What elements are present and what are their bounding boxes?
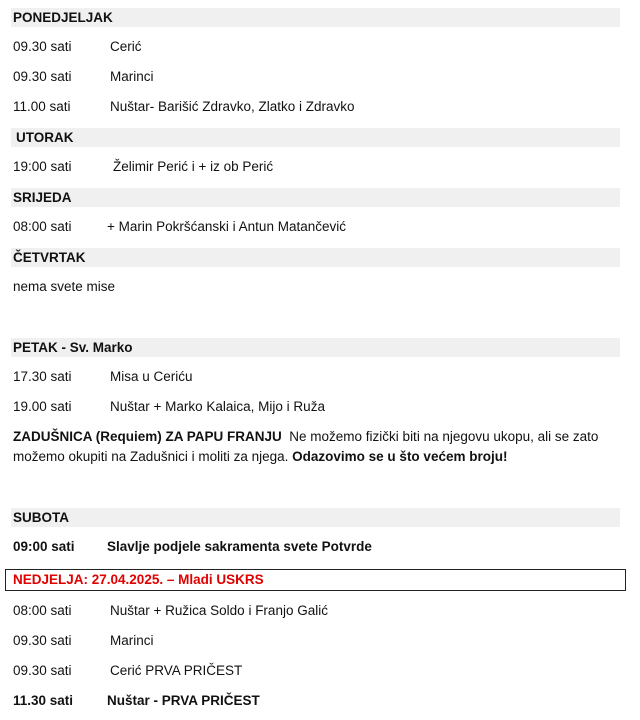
monday-entry-3	[13, 98, 355, 116]
wednesday-entry-1	[13, 218, 346, 236]
entry-time: 19.00 sati	[13, 399, 72, 414]
friday-entry-2	[13, 398, 325, 416]
tuesday-entry-1	[13, 158, 274, 176]
entry-time: 11.30 sati	[13, 693, 74, 708]
monday-heading: PONEDJELJAK	[11, 8, 620, 27]
entry-time: 19:00 sati	[13, 159, 72, 174]
entry-time: 09.30 sati	[13, 633, 72, 648]
requiem-heading: ZADUŠNICA (Requiem) ZA PAPU FRANJU	[13, 429, 282, 444]
sunday-heading: NEDJELJA: 27.04.2025. – Mladi USKRS	[5, 569, 626, 591]
entry-time: 11.00 sati	[13, 99, 71, 114]
friday-entry-1	[13, 368, 193, 386]
requiem-text: Ne možemo fizički biti na njegovu ukopu, ali se zato možemo okupiti na Zadušnici i moliti za njega.	[13, 429, 599, 464]
sunday-entry-4	[13, 692, 260, 710]
wednesday-heading: SRIJEDA	[11, 188, 620, 207]
entry-text: Marinci	[110, 633, 154, 648]
entry-text: Cerić	[110, 39, 142, 54]
entry-text: Nuštar + Marko Kalaica, Mijo i Ruža	[110, 399, 325, 414]
entry-time: 08:00 sati	[13, 603, 72, 618]
entry-text: Slavlje podjele sakramenta svete Potvrde	[107, 539, 372, 554]
entry-time: 09.30 sati	[13, 663, 72, 678]
entry-text: Marinci	[110, 69, 154, 84]
entry-time: 09.30 sati	[13, 39, 72, 54]
entry-time: 09:00 sati	[13, 539, 75, 554]
saturday-entry-1	[13, 538, 372, 556]
tuesday-heading: UTORAK	[11, 128, 620, 147]
monday-entry-1	[13, 38, 142, 56]
entry-text: Nuštar + Ružica Soldo i Franjo Galić	[110, 603, 328, 618]
sunday-entry-2	[13, 632, 154, 650]
entry-text: Nuštar - PRVA PRIČEST	[107, 693, 260, 708]
entry-time: 17.30 sati	[13, 369, 72, 384]
requiem-call: Odazovimo se u što većem broju!	[292, 449, 508, 464]
thursday-heading: ČETVRTAK	[11, 248, 620, 267]
entry-text: + Marin Pokršćanski i Antun Matančević	[107, 219, 346, 234]
saturday-heading: SUBOTA	[11, 508, 620, 527]
sunday-entry-1	[13, 602, 328, 620]
entry-text: Nuštar- Barišić Zdravko, Zlatko i Zdravko	[110, 99, 355, 114]
sunday-entry-3	[13, 662, 243, 680]
entry-time: 08:00 sati	[13, 219, 72, 234]
friday-heading: PETAK - Sv. Marko	[11, 338, 620, 357]
thursday-note: nema svete mise	[13, 279, 116, 294]
entry-time: 09.30 sati	[13, 69, 72, 84]
entry-text: Misa u Ceriću	[110, 369, 193, 384]
entry-text: Želimir Perić i + iz ob Perić	[113, 159, 274, 174]
monday-entry-2	[13, 68, 154, 86]
requiem-paragraph	[13, 427, 625, 467]
entry-text: Cerić PRVA PRIČEST	[110, 663, 243, 678]
